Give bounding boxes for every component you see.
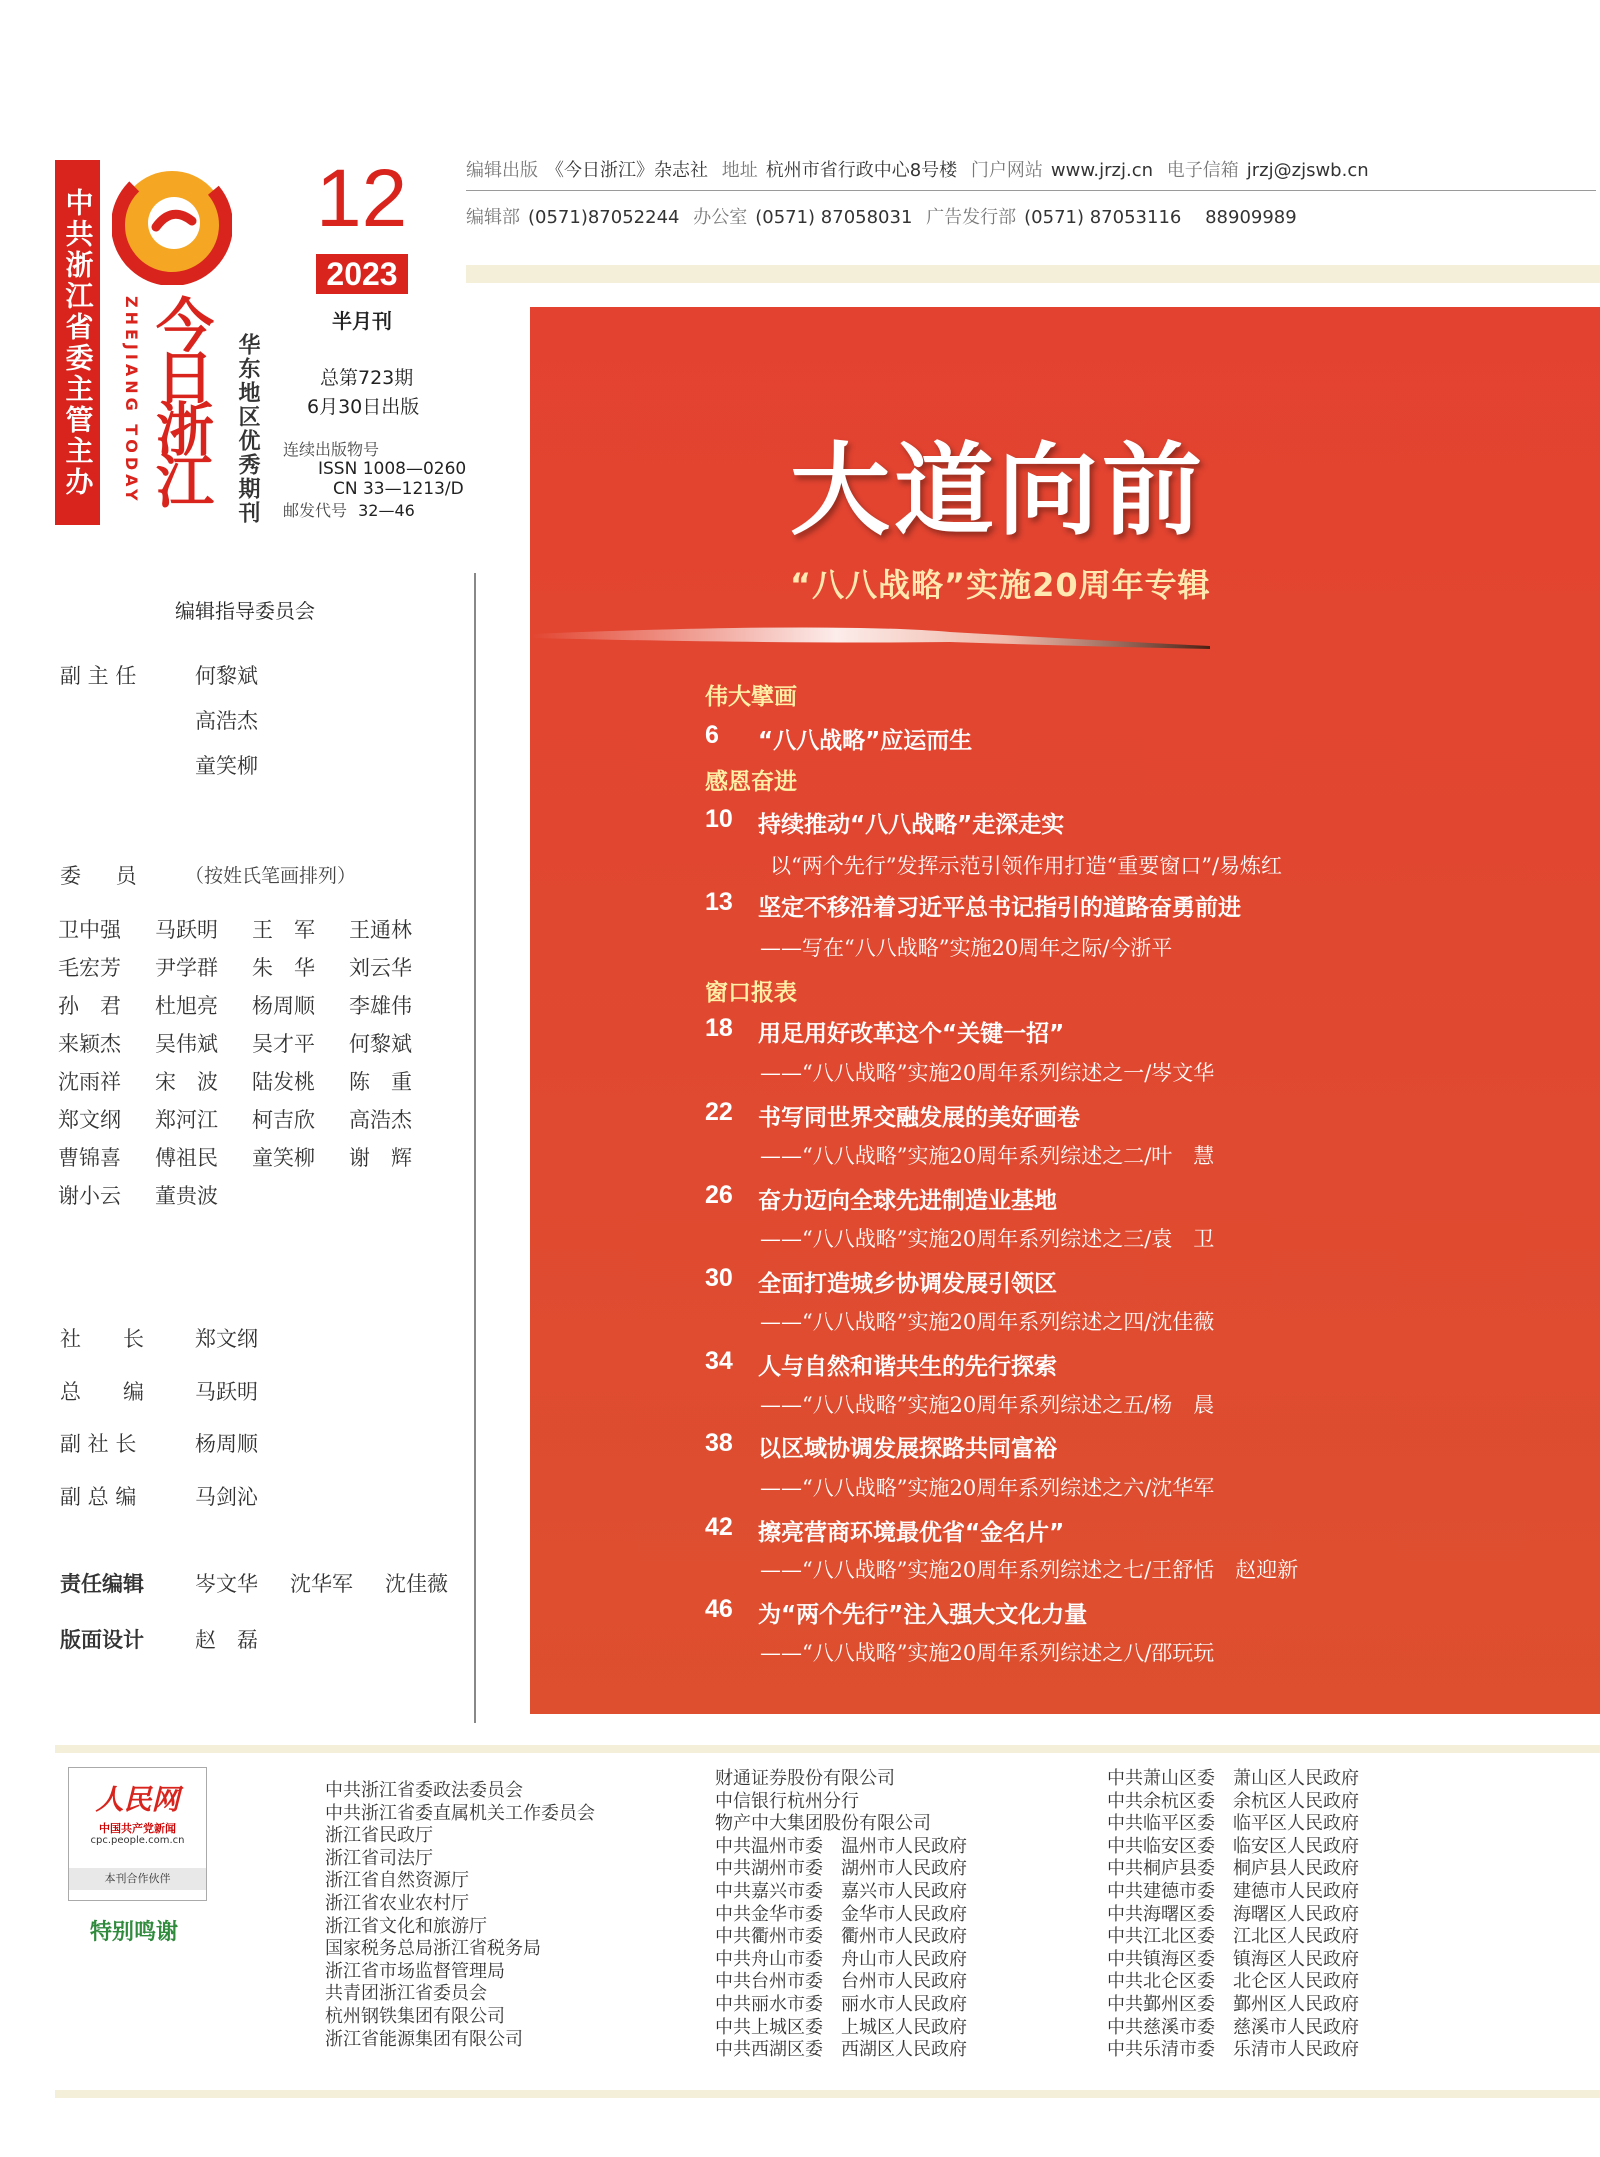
partner-band: 本刊合作伙伴 — [69, 1868, 206, 1890]
editorial-phone: (0571)87052244 — [528, 207, 680, 228]
toc-article-title[interactable]: 用足用好改革这个“关键一招” — [758, 1021, 1065, 1047]
magazine-logo-mark — [112, 165, 232, 285]
committee-member: 尹学群 — [155, 956, 218, 980]
committee-member: 吴伟斌 — [155, 1032, 218, 1056]
members-grid — [58, 917, 458, 1210]
thanks-organization: 中共浙江省委直属机关工作委员会 — [325, 1802, 595, 1824]
partner-subtitle: 中国共产党新闻 — [99, 1822, 176, 1835]
staff-name-vice-president: 杨周顺 — [195, 1432, 258, 1456]
toc-article-title[interactable]: 为“两个先行”注入强大文化力量 — [758, 1602, 1088, 1628]
toc-article-subtitle: ——“八八战略”实施20周年系列综述之六/沈华军 — [760, 1476, 1215, 1500]
committee-member: 郑文纲 — [58, 1108, 121, 1132]
thanks-organization: 中共北仑区委 北仑区人民政府 — [1107, 1971, 1359, 1993]
toc-page-number: 22 — [705, 1098, 733, 1126]
issue-number: 12 — [316, 153, 408, 244]
portal-label: 门户网站 — [970, 160, 1043, 181]
thanks-organization: 中共江北区委 江北区人民政府 — [1107, 1926, 1359, 1948]
committee-member: 曹锦喜 — [58, 1146, 121, 1170]
logo-english: ZHEJIANG TODAY — [122, 296, 141, 505]
committee-member: 何黎斌 — [349, 1032, 412, 1056]
staff-name-chief-editor: 马跃明 — [195, 1380, 258, 1404]
committee-member: 谢 辉 — [349, 1146, 412, 1170]
thanks-organization: 中共温州市委 温州市人民政府 — [715, 1835, 967, 1857]
logo-chinese: 今日浙江 — [146, 295, 214, 503]
committee-member: 陆发桃 — [252, 1070, 315, 1094]
staff-label-president: 社 长 — [60, 1327, 144, 1351]
committee-member: 陈 重 — [349, 1070, 412, 1094]
ads-label: 广告发行部 — [926, 207, 1017, 228]
thanks-organization: 浙江省市场监督管理局 — [325, 1960, 505, 1982]
thanks-organization: 浙江省自然资源厅 — [325, 1870, 469, 1892]
issn: ISSN 1008—0260 — [318, 459, 467, 479]
toc-page-number: 26 — [705, 1181, 733, 1209]
toc-page-number: 18 — [705, 1014, 733, 1042]
committee-member: 王通林 — [349, 918, 412, 942]
committee-member: 沈雨祥 — [58, 1070, 121, 1094]
committee-member: 王 军 — [252, 918, 315, 942]
column-divider — [474, 573, 476, 1723]
responsible-editor-3: 沈佳薇 — [385, 1572, 448, 1596]
toc-article-title[interactable]: 以区域协调发展探路共同富裕 — [758, 1436, 1057, 1462]
toc-article-title[interactable]: 持续推动“八八战略”走深走实 — [758, 812, 1065, 838]
toc-article-subtitle: ——“八八战略”实施20周年系列综述之三/袁 卫 — [760, 1227, 1215, 1251]
toc-article-subtitle: ——“八八战略”实施20周年系列综述之一/岑文华 — [760, 1061, 1215, 1085]
toc-article-title[interactable]: 书写同世界交融发展的美好画卷 — [758, 1105, 1080, 1131]
thanks-organization: 物产中大集团股份有限公司 — [715, 1813, 931, 1835]
thanks-organization: 中共海曙区委 海曙区人民政府 — [1107, 1903, 1359, 1925]
committee-member: 马跃明 — [155, 918, 218, 942]
committee-member: 宋 波 — [155, 1070, 218, 1094]
layout-design-label: 版面设计 — [60, 1628, 144, 1652]
thanks-column-1 — [325, 1780, 595, 2051]
speed-streak-graphic — [530, 612, 1210, 652]
feature-subtitle: “八八战略”实施20周年专辑 — [790, 566, 1211, 604]
toc-page-number: 30 — [705, 1264, 733, 1292]
thanks-organization: 中共建德市委 建德市人民政府 — [1107, 1880, 1359, 1902]
year-badge: 2023 — [316, 254, 408, 294]
vice-director-label: 副 主 任 — [60, 664, 137, 688]
ads-phone-2: 88909989 — [1205, 207, 1297, 228]
thanks-organization: 中共镇海区委 镇海区人民政府 — [1107, 1948, 1359, 1970]
thanks-organization: 浙江省民政厅 — [325, 1825, 433, 1847]
partner-badge[interactable] — [68, 1767, 207, 1901]
thanks-organization: 中共浙江省委政法委员会 — [325, 1780, 523, 1801]
publisher: 《今日浙江》杂志社 — [546, 160, 708, 181]
members-note: （按姓氏笔画排列） — [185, 865, 357, 887]
committee-member: 来颖杰 — [58, 1032, 121, 1056]
toc-section-heading: 窗口报表 — [705, 980, 797, 1006]
toc-section-heading: 伟大擘画 — [705, 684, 797, 710]
toc-page-number: 10 — [705, 805, 733, 833]
toc-page-number: 6 — [705, 721, 719, 749]
email-link[interactable]: jrzj@zjswb.cn — [1246, 160, 1369, 181]
committee-member: 郑河江 — [155, 1108, 218, 1132]
toc-article-subtitle: ——写在“八八战略”实施20周年之际/今浙平 — [760, 936, 1173, 960]
responsible-editors-label: 责任编辑 — [60, 1572, 144, 1596]
toc-article-title[interactable]: 全面打造城乡协调发展引领区 — [758, 1271, 1057, 1297]
thanks-organization: 财通证券股份有限公司 — [715, 1768, 895, 1789]
thanks-organization: 中共临安区委 临安区人民政府 — [1107, 1835, 1359, 1857]
publication-date: 6月30日出版 — [307, 396, 420, 418]
partner-logo: 人民网 — [95, 1783, 180, 1816]
thanks-organization: 浙江省文化和旅游厅 — [325, 1915, 487, 1937]
vice-director-1: 何黎斌 — [195, 664, 258, 688]
toc-article-title[interactable]: 擦亮营商环境最优省“金名片” — [758, 1520, 1065, 1546]
staff-label-vice-president: 副 社 长 — [60, 1432, 137, 1456]
sponsor-strip: 中共浙江省委主管主办 — [55, 160, 100, 525]
toc-section-heading: 感恩奋进 — [705, 769, 797, 795]
thanks-organization: 中共舟山市委 舟山市人民政府 — [715, 1948, 967, 1970]
address: 杭州市省行政中心8号楼 — [765, 160, 958, 181]
toc-article-title[interactable]: 人与自然和谐共生的先行探索 — [758, 1354, 1057, 1380]
footer-band-top — [55, 1745, 1600, 1753]
ads-phone: (0571) 87053116 — [1024, 207, 1182, 228]
committee-member: 朱 华 — [252, 956, 315, 980]
thanks-organization: 中共余杭区委 余杭区人民政府 — [1107, 1790, 1359, 1812]
toc-article-subtitle: 以“两个先行”发挥示范引领作用打造“重要窗口”/易炼红 — [770, 854, 1283, 878]
thanks-column-3 — [1107, 1768, 1359, 2062]
responsible-editor-1: 岑文华 — [195, 1572, 258, 1596]
postal-value: 32—46 — [358, 501, 415, 520]
feature-title: 大道向前 — [790, 432, 1206, 549]
footer-band-bottom — [55, 2090, 1600, 2098]
committee-member: 刘云华 — [349, 956, 412, 980]
thanks-organization: 浙江省司法厅 — [325, 1847, 433, 1869]
committee-member: 傅祖民 — [155, 1146, 218, 1170]
committee-member: 高浩杰 — [349, 1108, 412, 1132]
publisher-label: 编辑出版 — [466, 160, 538, 181]
thanks-organization: 中共桐庐县委 桐庐县人民政府 — [1107, 1858, 1359, 1880]
thanks-organization: 中共上城区委 上城区人民政府 — [715, 2016, 967, 2038]
committee-member: 谢小云 — [58, 1184, 121, 1208]
frequency: 半月刊 — [332, 309, 392, 333]
thanks-organization: 中共临平区委 临平区人民政府 — [1107, 1813, 1359, 1835]
layout-designer: 赵 磊 — [195, 1628, 258, 1652]
committee-member: 吴才平 — [252, 1032, 315, 1056]
postal-code — [283, 498, 415, 521]
toc-article-subtitle: ——“八八战略”实施20周年系列综述之五/杨 晨 — [760, 1393, 1215, 1417]
toc-page-number: 34 — [705, 1347, 733, 1375]
toc-article-subtitle: ——“八八战略”实施20周年系列综述之二/叶 慧 — [760, 1144, 1215, 1168]
staff-label-chief-editor: 总 编 — [60, 1380, 144, 1404]
award-text: 华东地区优秀期刊 — [235, 333, 260, 525]
email-label: 电子信箱 — [1166, 160, 1239, 181]
total-issue: 总第723期 — [320, 367, 414, 389]
office-label: 办公室 — [693, 207, 748, 228]
thanks-organization: 中共湖州市委 湖州市人民政府 — [715, 1858, 967, 1880]
thanks-organization: 浙江省能源集团有限公司 — [325, 2028, 523, 2050]
partner-url: cpc.people.com.cn — [90, 1835, 185, 1846]
postal-label: 邮发代号 — [283, 501, 348, 520]
committee-member: 杜旭亮 — [155, 994, 218, 1018]
committee-member: 童笑柳 — [252, 1146, 315, 1170]
responsible-editor-2: 沈华军 — [290, 1572, 353, 1596]
thanks-organization: 中共鄞州区委 鄞州区人民政府 — [1107, 1993, 1359, 2015]
thanks-organization: 共青团浙江省委员会 — [325, 1983, 487, 2005]
members-label: 委 员 — [60, 864, 151, 888]
toc-article-subtitle: ——“八八战略”实施20周年系列综述之七/王舒恬 赵迎新 — [760, 1558, 1299, 1582]
portal-link[interactable]: www.jrzj.cn — [1050, 160, 1154, 181]
committee-member: 孙 君 — [58, 994, 121, 1018]
committee-member: 卫中强 — [58, 918, 121, 942]
contact-line-1 — [466, 156, 1377, 182]
cn-number: CN 33—1213/D — [333, 479, 464, 499]
thanks-organization: 国家税务总局浙江省税务局 — [325, 1938, 541, 1960]
toc-article-title[interactable]: 奋力迈向全球先进制造业基地 — [758, 1188, 1057, 1214]
vice-director-3: 童笑柳 — [195, 754, 258, 778]
thanks-organization: 杭州钢铁集团有限公司 — [325, 2005, 505, 2027]
staff-name-president: 郑文纲 — [195, 1327, 258, 1351]
thanks-organization: 中信银行杭州分行 — [715, 1790, 859, 1812]
toc-page-number: 38 — [705, 1429, 733, 1457]
toc-article-title[interactable]: 坚定不移沿着习近平总书记指引的道路奋勇前进 — [758, 895, 1241, 921]
editorial-label: 编辑部 — [466, 207, 520, 228]
committee-member: 毛宏芳 — [58, 956, 121, 980]
contact-line-2 — [466, 203, 1305, 229]
vice-director-2: 高浩杰 — [195, 709, 258, 733]
toc-article-title[interactable]: “八八战略”应运而生 — [758, 728, 973, 754]
committee-member: 杨周顺 — [252, 994, 315, 1018]
address-label: 地址 — [721, 160, 758, 181]
thanks-organization: 中共慈溪市委 慈溪市人民政府 — [1107, 2016, 1359, 2038]
thanks-organization: 中共西湖区委 西湖区人民政府 — [715, 2039, 967, 2061]
special-thanks: 特别鸣谢 — [90, 1919, 179, 1945]
committee-member: 李雄伟 — [349, 994, 412, 1018]
staff-name-vice-chief-editor: 马剑沁 — [195, 1485, 258, 1509]
header-band — [466, 265, 1600, 283]
thanks-organization: 中共丽水市委 丽水市人民政府 — [715, 1993, 967, 2015]
staff-label-vice-chief-editor: 副 总 编 — [60, 1485, 137, 1509]
committee-title: 编辑指导委员会 — [175, 599, 315, 623]
toc-page-number: 13 — [705, 888, 733, 916]
thanks-organization: 中共衢州市委 衢州市人民政府 — [715, 1926, 967, 1948]
toc-article-subtitle: ——“八八战略”实施20周年系列综述之四/沈佳薇 — [760, 1310, 1215, 1334]
thanks-organization: 中共嘉兴市委 嘉兴市人民政府 — [715, 1880, 967, 1902]
toc-article-subtitle: ——“八八战略”实施20周年系列综述之八/邵玩玩 — [760, 1641, 1215, 1665]
thanks-organization: 中共萧山区委 萧山区人民政府 — [1107, 1768, 1359, 1789]
header-rule — [466, 190, 1596, 191]
toc-page-number: 46 — [705, 1595, 733, 1623]
thanks-organization: 中共金华市委 金华市人民政府 — [715, 1903, 967, 1925]
thanks-organization: 浙江省农业农村厅 — [325, 1892, 469, 1914]
toc-page-number: 42 — [705, 1513, 733, 1541]
serial-label: 连续出版物号 — [283, 440, 380, 459]
committee-member: 柯吉欣 — [252, 1108, 315, 1132]
thanks-organization: 中共乐清市委 乐清市人民政府 — [1107, 2039, 1359, 2061]
thanks-organization: 中共台州市委 台州市人民政府 — [715, 1971, 967, 1993]
thanks-column-2 — [715, 1768, 967, 2062]
office-phone: (0571) 87058031 — [755, 207, 913, 228]
committee-member: 董贵波 — [155, 1184, 218, 1208]
